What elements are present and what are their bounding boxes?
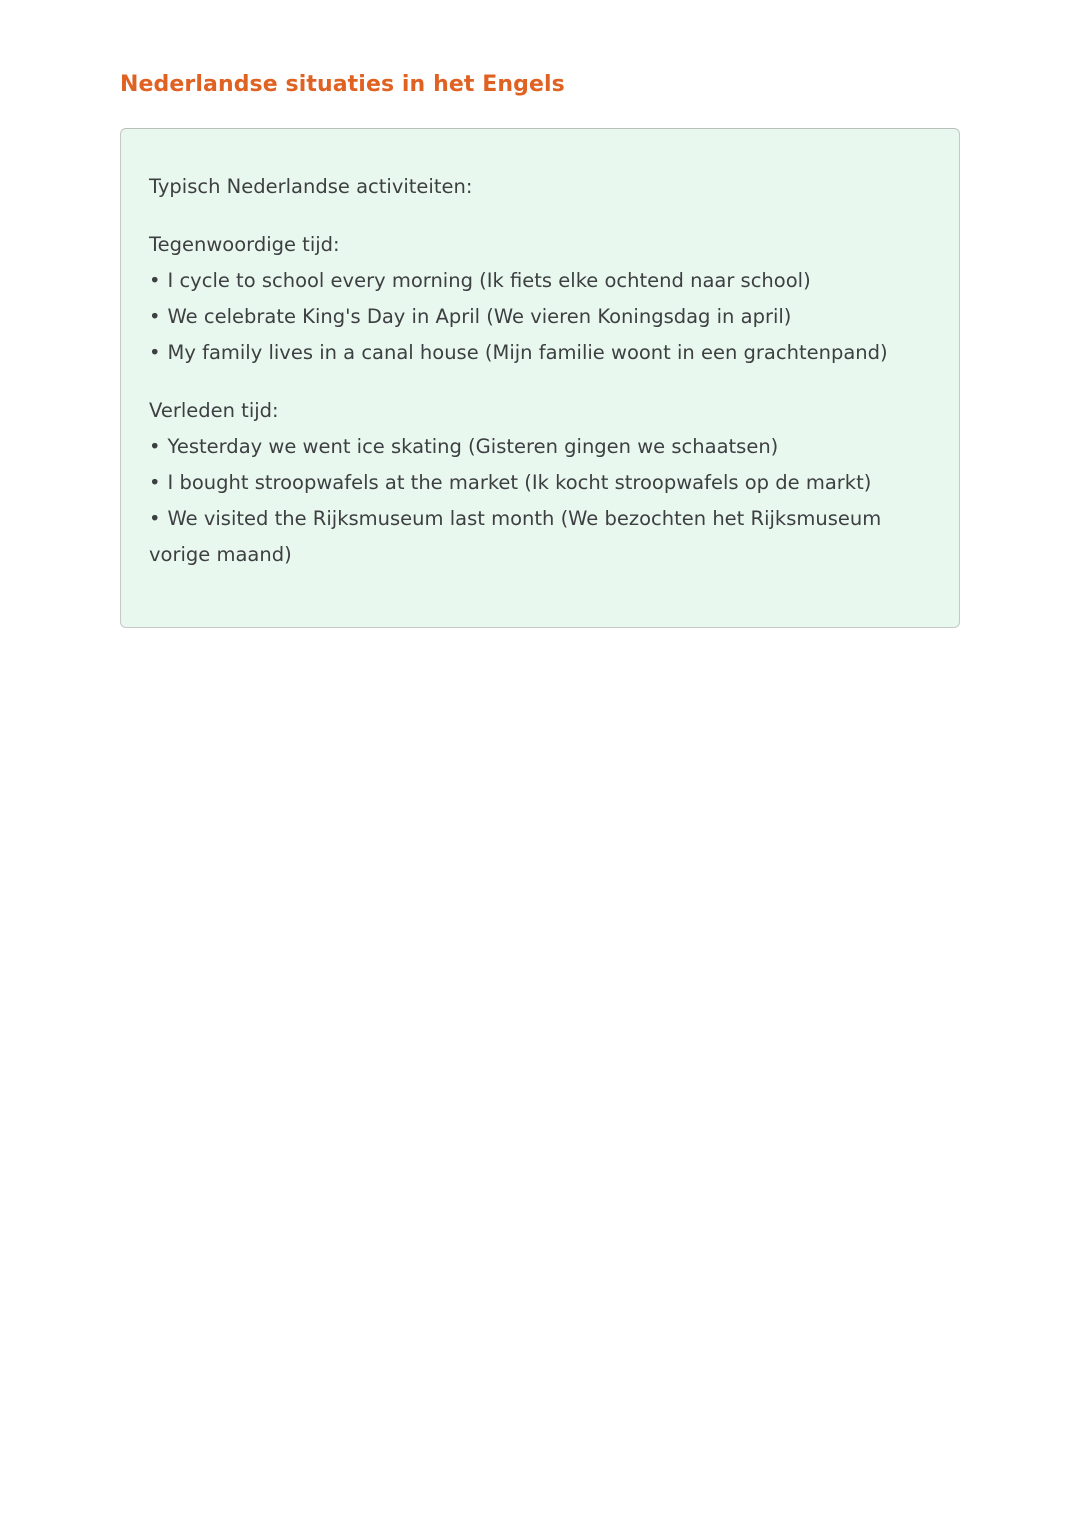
section-past-tense <box>149 393 907 573</box>
list-item-text: I cycle to school every morning (Ik fiets elke ochtend naar school) <box>167 269 811 292</box>
notes-card <box>120 128 960 628</box>
list-item <box>149 335 907 371</box>
bullet-icon: • <box>149 305 161 328</box>
list-item <box>149 501 907 573</box>
list-item-text: We visited the Rijksmuseum last month (We bezochten het Rijksmuseum vorige maand) <box>149 507 882 566</box>
list-item-text: My family lives in a canal house (Mijn familie woont in een grachtenpand) <box>167 341 888 364</box>
list-item-text: I bought stroopwafels at the market (Ik kocht stroopwafels op de markt) <box>167 471 872 494</box>
bullet-icon: • <box>149 507 161 530</box>
list-item <box>149 429 907 465</box>
bullet-icon: • <box>149 269 161 292</box>
card-intro: Typisch Nederlandse activiteiten: <box>149 175 473 198</box>
list-item <box>149 299 907 335</box>
list-item <box>149 263 907 299</box>
list-item-text: Yesterday we went ice skating (Gisteren gingen we schaatsen) <box>167 435 779 458</box>
list-item-text: We celebrate King's Day in April (We vieren Koningsdag in april) <box>167 305 792 328</box>
bullet-icon: • <box>149 435 161 458</box>
bullet-icon: • <box>149 471 161 494</box>
section-title: Tegenwoordige tijd: <box>149 233 340 256</box>
page-title: Nederlandse situaties in het Engels <box>120 72 565 97</box>
list-item <box>149 465 907 501</box>
bullet-icon: • <box>149 341 161 364</box>
section-title: Verleden tijd: <box>149 399 279 422</box>
section-present-tense <box>149 227 907 371</box>
